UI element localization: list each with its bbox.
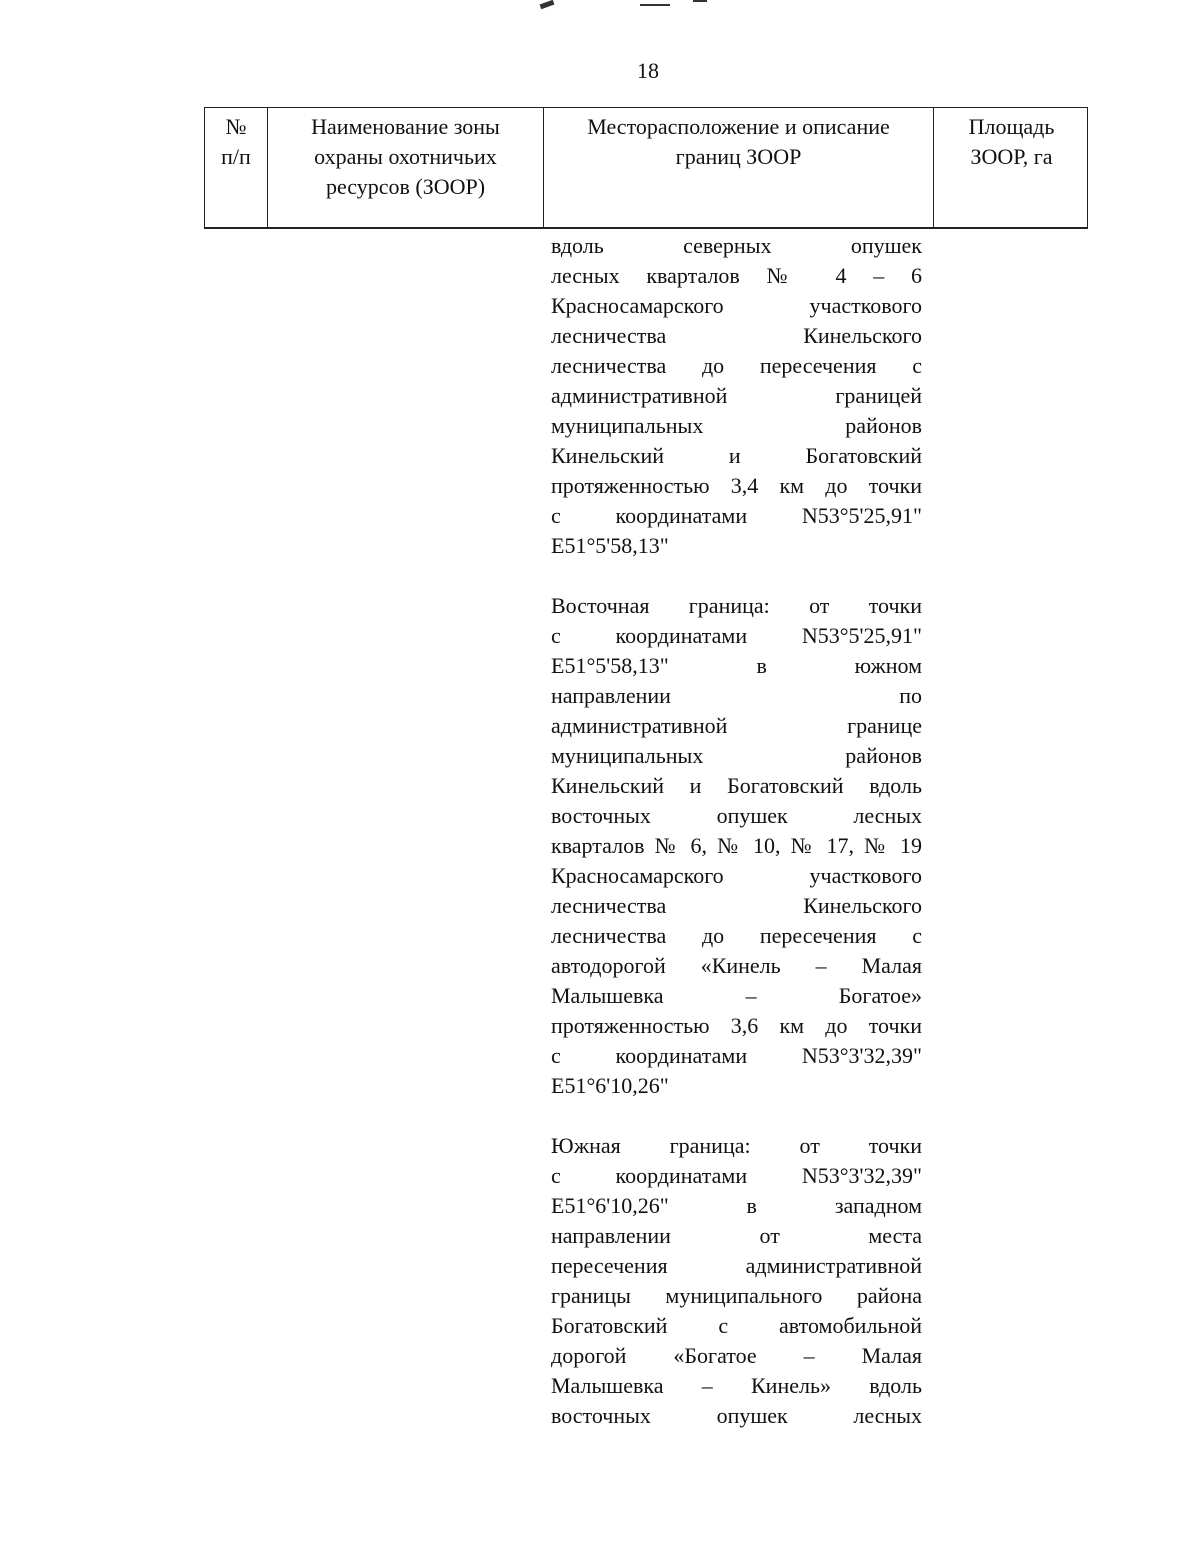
text-line: кварталов № 6, № 10, № 17, № 19 [551,833,922,858]
paragraph-gap [551,561,922,591]
text-line: с координатами N53°5'25,91" [551,503,922,528]
text-line: административной границе [551,713,922,738]
text-line: E51°5'58,13" [551,533,669,558]
text-line: лесничества до пересечения с [551,353,922,378]
text-line: с координатами N53°3'32,39" [551,1163,922,1188]
text-line: вдоль северных опушек [551,233,922,258]
paragraph-south-boundary [551,1131,922,1431]
paragraph-east-boundary [551,591,922,1101]
header-zone-name: Наименование зоны охраны охотничьих ресурсов (ЗООР) [267,108,543,227]
text-line: Кинельский и Богатовский [551,443,922,468]
text-line: Малышевка – Богатое» [551,983,922,1008]
text-line: лесничества до пересечения с [551,923,922,948]
text-line: Восточная граница: от точки [551,593,922,618]
text-line: Малышевка – Кинель» вдоль [551,1373,922,1398]
page-number: 18 [637,58,659,83]
header-location: Месторасположение и описание границ ЗООР [543,108,933,227]
text-line: восточных опушек лесных [551,803,922,828]
text-line: E51°6'10,26" [551,1073,669,1098]
text-line: E51°6'10,26" в западном [551,1193,922,1218]
table-header [204,107,1088,229]
scan-speck [693,0,707,2]
text-line: с координатами N53°5'25,91" [551,623,922,648]
scan-speck [640,4,670,6]
text-line: Красносамарского участкового [551,293,922,318]
text-line: с координатами N53°3'32,39" [551,1043,922,1068]
text-line: пересечения административной [551,1253,922,1278]
header-area-line: ЗООР, га [970,144,1053,169]
text-line: муниципальных районов [551,743,922,768]
text-line: восточных опушек лесных [551,1403,922,1428]
header-number-line: п/п [221,144,251,169]
text-line: направлении от места [551,1223,922,1248]
text-line: протяженностью 3,6 км до точки [551,1013,922,1038]
text-line: Богатовский с автомобильной [551,1313,922,1338]
text-line: лесничества Кинельского [551,323,922,348]
text-line: протяженностью 3,4 км до точки [551,473,922,498]
text-line: лесничества Кинельского [551,893,922,918]
text-line: дорогой «Богатое – Малая [551,1343,922,1368]
text-line: границы муниципального района [551,1283,922,1308]
text-line: административной границей [551,383,922,408]
scan-speck [540,0,555,9]
paragraph-gap [551,1101,922,1131]
location-description [551,231,922,1431]
text-line: направлении по [551,683,922,708]
header-area [933,108,1089,227]
text-line: муниципальных районов [551,413,922,438]
header-area-line: Площадь [968,114,1055,139]
header-number-line: № [225,114,247,139]
text-line: автодорогой «Кинель – Малая [551,953,922,978]
text-line: Кинельский и Богатовский вдоль [551,773,922,798]
text-line: Южная граница: от точки [551,1133,922,1158]
text-line: E51°5'58,13" в южном [551,653,922,678]
header-number [205,108,267,227]
paragraph-north-boundary [551,231,922,561]
text-line: лесных кварталов № 4 – 6 [551,263,922,288]
text-line: Красносамарского участкового [551,863,922,888]
